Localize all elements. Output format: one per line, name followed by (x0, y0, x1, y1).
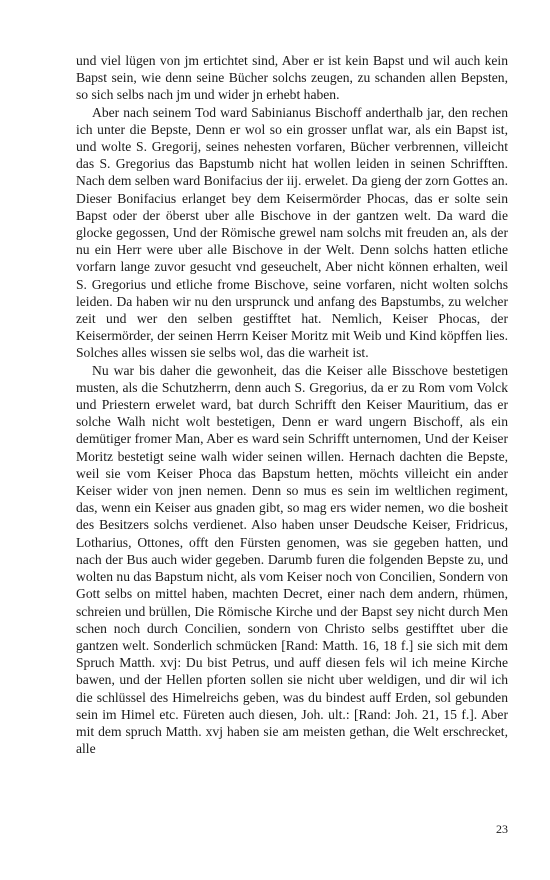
body-text (76, 52, 508, 757)
paragraph-2: Aber nach seinem Tod ward Sabinianus Bischoff anderthalb jar, den rechen ich unter die Bepste, Denn er wol so ein grosser unflat war, als ein Bapst ist, und wolte S. Gregorij, seines nehesten vorfaren, Bücher verbrennen, villeicht das S. Gregorius das Bapstumb nicht hat wollen leiden in seinen Schrifften. Nach dem selben ward Bonifacius der iij. erwelet. Da gieng der zorn Gottes an. Dieser Bonifacius erlanget bey dem Keisermörder Phocas, das er solte sein Bapst oder der öberst uber alle Bischove in der gantzen welt. Da ward die glocke gegossen, Und der Römische grewel nam solchs mit freuden an, als der nu ein Herr were uber alle Bischove in der Welt. Denn solchs hatten etliche vorfarn lange zuvor gesucht vnd geseuchelt, Aber nicht können erhalten, weil S. Gregorius und etliche frome Bischove, seine vorfaren, nicht wolten solchs leiden. Da haben wir nu den ursprunck und anfang des Bapstumbs, zu welcher zeit und wer den selben gestifftet hat. Nemlich, Keiser Phocas, der Keisermörder, der seinen Herrn Keiser Moritz mit Weib und Kind köpffen lies. Solches alles wissen sie selbs wol, das die warheit ist. (76, 104, 508, 361)
page-number: 23 (496, 822, 508, 836)
paragraph-1: und viel lügen von jm ertichtet sind, Aber er ist kein Bapst und wil auch kein Bapst sein, wie denn seine Bücher solchs zeugen, zu schanden allen Bepsten, so sich selbs nach jm und wider jn erhebt haben. (76, 53, 508, 103)
paragraph-3: Nu war bis daher die gewonheit, das die Keiser alle Bisschove bestetigen musten, als die Schutzherrn, denn auch S. Gregorius, da er zu Rom vom Volck und Priestern erwelet ward, bat durch Schrifft den Keiser Mauritium, das er solche Walh nicht wolt bestetigen, Denn er ward ungern Bischoff, als ein demütiger fromer Man, Aber es ward sein Schrifft unternomen, Und der Keiser Moritz bestetigt seine walh wider seinen willen. Hernach dachten die Bepste, weil sie vom Keiser Phoca das Bapstum hetten, möchts villeicht ein ander Keiser wider von jnen nemen. Denn so mus es sein im weltlichen regiment, das, wenn ein Keiser aus gnaden gibt, so mag ers wider nemen, wo die bosheit des Besitzers solchs verdienet. Also haben unser Deudsche Keiser, Fridricus, Lotharius, Ottones, offt den Fürsten genomen, was sie gegeben hatten, und nach der Bus auch wider gegeben. Darumb furen die folgenden Bepste zu, und wolten nu das Bapstum nicht, als vom Keiser noch von Concilien, Sondern von Gott selbs on mittel haben, machten Decret, einer nach dem andern, rhümen, schreien und brüllen, Die Römische Kirche und der Bapst sey nicht durch Men schen noch durch Concilien, sondern von Christo selbs gestifftet uber die gantzen welt. Sonderlich schmücken [Rand: Matth. 16, 18 f.] sie sich mit dem Spruch Matth. xvj: Du bist Petrus, und auff diesen fels wil ich meine Kirche bawen, und der Hellen pforten sollen sie nicht uber weldigen, und dir wil ich die schlüssel des Himelreichs geben, was du bindest auff Erden, sol gebunden sein im Himel etc. Füreten auch diesen, Joh. ult.: [Rand: Joh. 21, 15 f.]. Aber mit dem spruch Matth. xvj haben sie am meisten gethan, die Welt erschrecket, alle (76, 362, 508, 757)
